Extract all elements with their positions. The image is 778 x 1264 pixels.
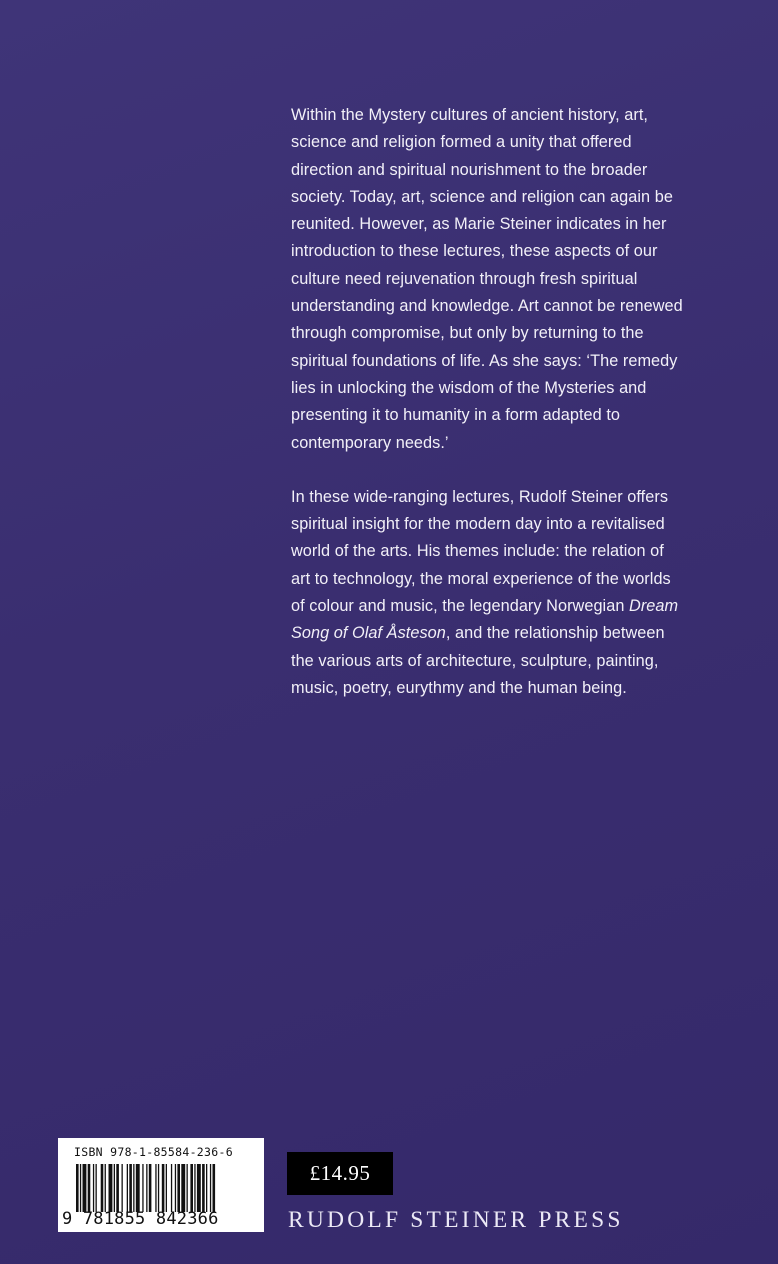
barcode-bar	[80, 1164, 81, 1212]
barcode-bar	[149, 1164, 152, 1212]
barcode-bar	[158, 1164, 159, 1212]
barcode-bar	[116, 1164, 119, 1212]
barcode-bar	[177, 1164, 180, 1212]
barcode-bar	[155, 1164, 156, 1212]
barcode-bar	[181, 1164, 185, 1212]
publisher-name: RUDOLF STEINER PRESS	[288, 1207, 624, 1233]
barcode-bar	[213, 1164, 216, 1212]
blurb-line	[291, 620, 751, 647]
barcode-bar	[194, 1164, 195, 1212]
barcode-bar	[142, 1164, 143, 1212]
barcode-bar	[129, 1164, 132, 1212]
barcode-bar	[93, 1164, 94, 1212]
blurb-line: spiritual insight for the modern day into a revitalised	[291, 515, 665, 534]
blurb-line: science and religion formed a unity that offered	[291, 133, 632, 152]
barcode-label	[58, 1138, 264, 1232]
barcode-bar	[206, 1164, 207, 1212]
blurb-line: the various arts of architecture, sculpture, painting,	[291, 651, 659, 670]
blurb-line: world of the arts. His themes include: the relation of	[291, 542, 664, 561]
barcode-bar	[187, 1164, 188, 1212]
blurb-text-run: of colour and music, the legendary Norwegian	[291, 597, 630, 616]
price-tag: £14.95	[287, 1152, 393, 1195]
blurb-line: society. Today, art, science and religion can again be	[291, 187, 673, 206]
barcode-bar	[96, 1164, 97, 1212]
barcode-bar	[171, 1164, 172, 1212]
barcode-bar	[101, 1164, 104, 1212]
blurb-line: through compromise, but only by returning to the	[291, 324, 644, 343]
blurb-line	[291, 593, 751, 620]
barcode-bar	[127, 1164, 128, 1212]
isbn-text: ISBN 978-1-85584-236-6	[74, 1145, 233, 1159]
blurb-text-run: , and the relationship between	[445, 624, 665, 643]
blurb-paragraph-2	[291, 484, 751, 702]
blurb-line: understanding and knowledge. Art cannot be renewed	[291, 297, 683, 316]
barcode-bar	[162, 1164, 165, 1212]
barcode-bar	[202, 1164, 205, 1212]
barcode-bar	[133, 1164, 134, 1212]
barcode-bar	[166, 1164, 167, 1212]
blurb-line: art to technology, the moral experience of the worlds	[291, 569, 671, 588]
blurb-line: presenting it to humanity in a form adapted to	[291, 406, 621, 425]
barcode-bars	[76, 1164, 248, 1212]
blurb-line: In these wide-ranging lectures, Rudolf Steiner offers	[291, 487, 669, 506]
blurb-line: introduction to these lectures, these aspects of our	[291, 242, 658, 261]
blurb-line: Within the Mystery cultures of ancient history, art,	[291, 106, 648, 124]
blurb-line: lies in unlocking the wisdom of the Mysteries and	[291, 378, 647, 397]
blurb-line: music, poetry, eurythmy and the human being.	[291, 678, 627, 697]
blurb-line: reunited. However, as Marie Steiner indicates in her	[291, 215, 667, 234]
book-title-italic: Dream	[629, 597, 679, 616]
barcode-bar	[105, 1164, 106, 1212]
barcode-bar	[197, 1164, 201, 1212]
barcode-bar	[114, 1164, 115, 1212]
blurb-text	[291, 102, 751, 702]
book-title-italic: Song of Olaf Åsteson	[291, 624, 446, 643]
blurb-paragraph-1	[291, 102, 751, 457]
barcode-bar	[109, 1164, 113, 1212]
barcode-bar	[175, 1164, 176, 1212]
barcode-bar	[190, 1164, 193, 1212]
barcode-bar	[122, 1164, 123, 1212]
blurb-line: contemporary needs.’	[291, 433, 449, 452]
barcode-bar	[76, 1164, 79, 1212]
blurb-line: direction and spiritual nourishment to the broader	[291, 160, 648, 179]
blurb-line: spiritual foundations of life. As she says: ‘The remedy	[291, 351, 678, 370]
blurb-line: culture need rejuvenation through fresh spiritual	[291, 269, 638, 288]
barcode-bar	[136, 1164, 140, 1212]
barcode-digits: 9 781855 842366	[62, 1209, 219, 1229]
barcode-bar	[210, 1164, 211, 1212]
barcode-bar	[83, 1164, 87, 1212]
barcode-bar	[88, 1164, 91, 1212]
barcode-bar	[146, 1164, 147, 1212]
